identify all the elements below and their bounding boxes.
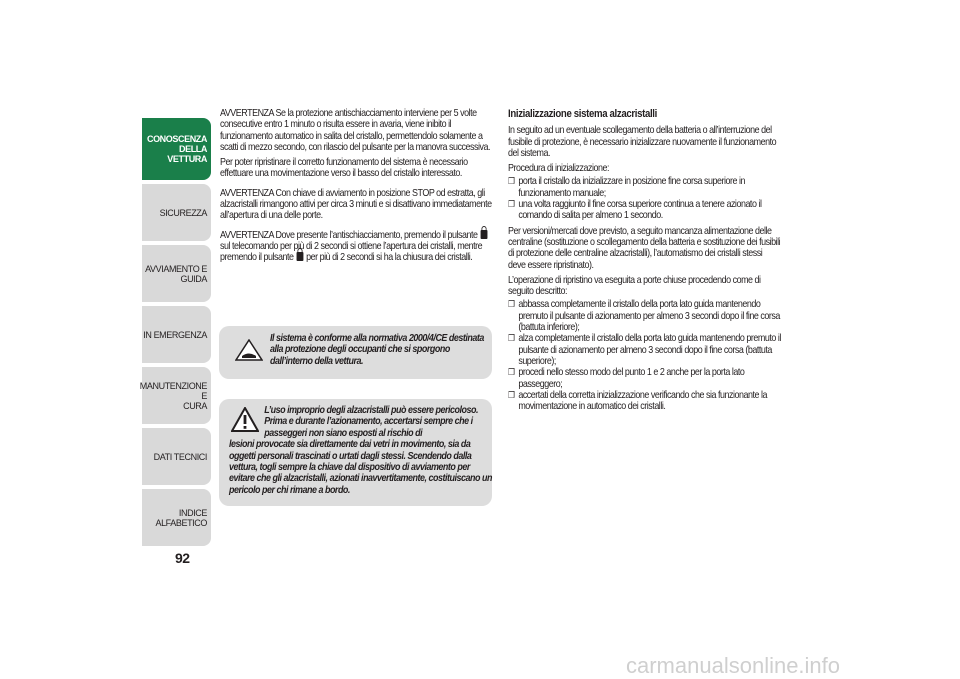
text: sul telecomando per più di 2 secondi si ottiene l’apertura dei cristalli, mentre premendo il pulsante [220,240,483,264]
tab-dati-tecnici[interactable] [142,428,211,485]
paragraph [220,230,493,264]
lock-closed-icon [480,230,487,239]
tab-label: SICUREZZA [159,207,207,218]
page-number: 92 [175,550,190,566]
lock-open-icon [296,252,303,261]
warning-text-wrap [229,405,492,496]
list-item: ❒ abbassa completamente il cristallo della porta lato guida mantenendo premuto il pulsante di azionamento per almeno 3 secondi dopo il fine corsa (battuta inferiore); [508,299,781,333]
tab-label: DATI TECNICI [153,451,207,462]
tab-label: MANUTENZIONE E CURA [139,380,207,411]
list-item: ❒ porta il cristallo da inizializzare in posizione fine corsa superiore in funzionamento manuale; [508,176,781,199]
warning-text: lesioni provocate sia direttamente dai vetri in movimento, sia da oggetti personali trascinati o urtati dagli stessi. Scendendo dalla vettura, togli sempre la chiave dal dispositivo di avviamento per evitare che gli alzacristalli, azionati inavvertitamente, costituiscano un pericolo per chi rimane a bordo. [229,439,492,496]
tab-manutenzione[interactable] [139,367,211,424]
tab-label: CONOSCENZA DELLA VETTURA [146,134,207,164]
warning-box [219,399,492,506]
list-item: ❒ alza completamente il cristallo della porta lato guida mantenendo premuto il pulsante di azionamento per almeno 3 secondi dopo il fine corsa (battuta superiore); [508,333,781,367]
tab-sicurezza[interactable] [142,184,211,241]
list-item: ❒ procedi nello stesso modo del punto 1 e 2 anche per la porta lato passeggero; [508,367,781,390]
list-item: ❒ accertati della corretta inizializzazione verificando che sia funzionante la movimentazione in automatico dei cristalli. [508,390,781,413]
right-column [508,109,781,416]
tab-avviamento[interactable] [142,245,211,302]
paragraph: L’operazione di ripristino va eseguita a porte chiuse procedendo come di seguito descritto: [508,274,761,298]
warning-text: L’uso improprio degli alzacristalli può essere pericoloso. Prima e durante l’azionamento, accertarsi sempre che i passeggeri non siano esposti al rischio di [264,405,478,439]
tab-indice[interactable] [142,489,211,546]
list [508,176,781,221]
list-item: ❒ una volta raggiunto il fine corsa superiore continua a tenere azionato il comando di salita per almeno 1 secondo. [508,199,781,222]
sidebar [139,118,211,550]
paragraph: Procedura di inizializzazione: [508,163,610,175]
paragraph: Per poter ripristinare il corretto funzionamento del sistema è necessario effettuare una movimentazione verso il basso del cristallo interessato. [220,157,468,180]
left-column [220,108,493,268]
paragraph: Per versioni/mercati dove previsto, a seguito mancanza alimentazione delle centraline (sostituzione o scollegamento della batteria e sostituzione dei fusibili di protezione delle centraline alzacristalli), l’automatismo dei cristalli stessi deve essere ripristinato). [508,225,781,271]
tab-emergenza[interactable] [142,306,211,363]
watermark: carmanualsonline.info [626,653,841,678]
tab-label: IN EMERGENZA [143,329,207,340]
list [508,299,781,412]
text: AVVERTENZA Dove presente l’antischiacciamento, premendo il pulsante [220,229,478,241]
text: per più di 2 secondi si ha la chiusura dei cristalli. [306,252,473,264]
note-text: Il sistema è conforme alla normativa 2000/4/CE destinata alla protezione degli occupanti che si sporgono dall’interno della vettura. [270,333,484,367]
tab-conoscenza[interactable] [142,118,211,180]
book-warning-icon [235,339,263,361]
tab-label: INDICE ALFABETICO [155,507,207,528]
paragraph: In seguito ad un eventuale scollegamento della batteria o all’interruzione del fusibile di protezione, è necessario inizializzare nuovamente il funzionamento del sistema. [508,125,777,159]
tab-label: AVVIAMENTO E GUIDA [145,263,207,284]
info-box [219,326,492,379]
paragraph: AVVERTENZA Se la protezione antischiacciamento interviene per 5 volte consecutive entro 1 minuto o risulta essere in avaria, viene inibito il funzionamento automatico in salita del cristallo, permettendolo solamente a scatti di mezzo secondo, con rilascio del pulsante per la manovra successiva. [220,108,491,153]
section-title: Inizializzazione sistema alzacristalli [508,108,657,120]
paragraph: AVVERTENZA Con chiave di avviamento in posizione STOP od estratta, gli alzacristalli rimangono attivi per circa 3 minuti e si disattivano immediatamente all’apertura di una delle porte. [220,187,492,222]
